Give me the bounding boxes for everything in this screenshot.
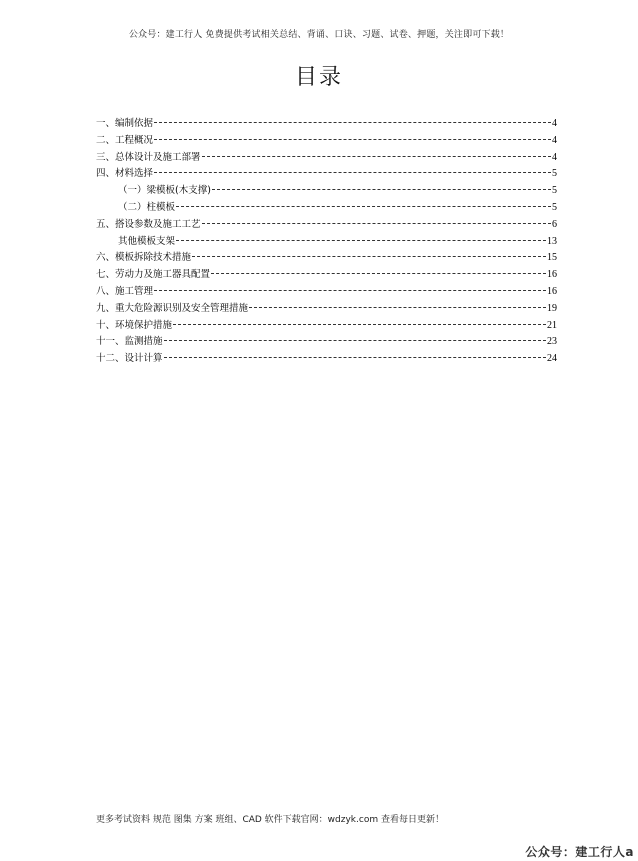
toc-entry[interactable]	[96, 318, 557, 335]
toc-entry-label: 三、总体设计及施工部署	[96, 151, 201, 163]
toc-entry[interactable]	[96, 250, 557, 267]
toc-entry-page: 16	[547, 285, 557, 297]
toc-leader	[154, 122, 551, 123]
toc-entry-label: 九、重大危险源识别及安全管理措施	[96, 302, 249, 314]
toc-leader	[173, 324, 546, 325]
toc-entry[interactable]	[96, 133, 557, 150]
toc-leader	[154, 139, 551, 140]
toc-entry[interactable]	[96, 267, 557, 284]
toc-entry-label: （二）柱模板	[118, 201, 176, 213]
toc-leader	[202, 223, 551, 224]
toc-entry-page: 4	[552, 118, 557, 129]
watermark-text: 公众号：建工行人a	[525, 845, 634, 859]
toc-entry-page: 4	[552, 134, 557, 146]
toc-entry-label: 七、劳动力及施工器具配置	[96, 269, 211, 281]
footer-note: 更多考试资料 规范 图集 方案 班组、CAD 软件下载官网：wdzyk.com 查看每日更新！	[96, 815, 444, 825]
table-of-contents	[96, 116, 557, 368]
toc-subentry[interactable]	[96, 183, 557, 200]
toc-entry-label: 五、搭设参数及施工工艺	[96, 218, 201, 230]
toc-entry-label: 十一、监测措施	[96, 336, 163, 348]
toc-entry-label: 其他模板支架	[118, 235, 176, 247]
toc-entry-label: 十二、设计计算	[96, 353, 163, 365]
toc-leader	[202, 156, 551, 157]
toc-entry-page: 23	[547, 336, 557, 348]
toc-entry[interactable]	[96, 284, 557, 301]
toc-entry-label: 六、模板拆除技术措施	[96, 252, 192, 264]
toc-entry[interactable]	[96, 301, 557, 318]
toc-leader	[164, 340, 546, 341]
toc-leader	[164, 357, 546, 358]
toc-subentry[interactable]	[96, 234, 557, 251]
toc-entry-page: 16	[547, 269, 557, 281]
toc-entry[interactable]	[96, 150, 557, 167]
toc-entry-label: 十、环境保护措施	[96, 319, 173, 331]
toc-entry-page: 6	[552, 218, 557, 230]
toc-entry-label: 八、施工管理	[96, 285, 154, 297]
page-title: 目录	[294, 65, 343, 90]
toc-entry-page: 5	[552, 201, 557, 213]
toc-entry-label: 一、编制依据	[96, 118, 154, 129]
toc-entry[interactable]	[96, 351, 557, 368]
toc-leader	[154, 290, 546, 291]
toc-entry[interactable]	[96, 217, 557, 234]
toc-subentry[interactable]	[96, 200, 557, 217]
toc-entry[interactable]	[96, 116, 557, 133]
toc-leader	[211, 273, 546, 274]
toc-entry-page: 21	[547, 319, 557, 331]
toc-entry-page: 19	[547, 302, 557, 314]
toc-entry-page: 13	[547, 235, 557, 247]
toc-entry-page: 4	[552, 151, 557, 163]
toc-leader	[176, 206, 551, 207]
toc-leader	[192, 256, 546, 257]
toc-entry-label: 二、工程概况	[96, 134, 154, 146]
toc-entry-page: 5	[552, 168, 557, 180]
toc-entry[interactable]	[96, 334, 557, 351]
toc-entry-page: 15	[547, 252, 557, 264]
toc-entry-label: 四、材料选择	[96, 168, 154, 180]
toc-leader	[154, 172, 551, 173]
toc-entry-label: （一）梁模板(木支撑)	[118, 185, 211, 197]
toc-entry-page: 24	[547, 353, 557, 365]
toc-entry-page: 5	[552, 185, 557, 197]
toc-entry[interactable]	[96, 166, 557, 183]
header-note: 公众号：建工行人 免费提供考试相关总结、背诵、口诀、习题、试卷、押题，关注即可下载！	[128, 30, 510, 40]
toc-leader	[176, 240, 546, 241]
toc-leader	[212, 189, 551, 190]
toc-leader	[249, 307, 546, 308]
